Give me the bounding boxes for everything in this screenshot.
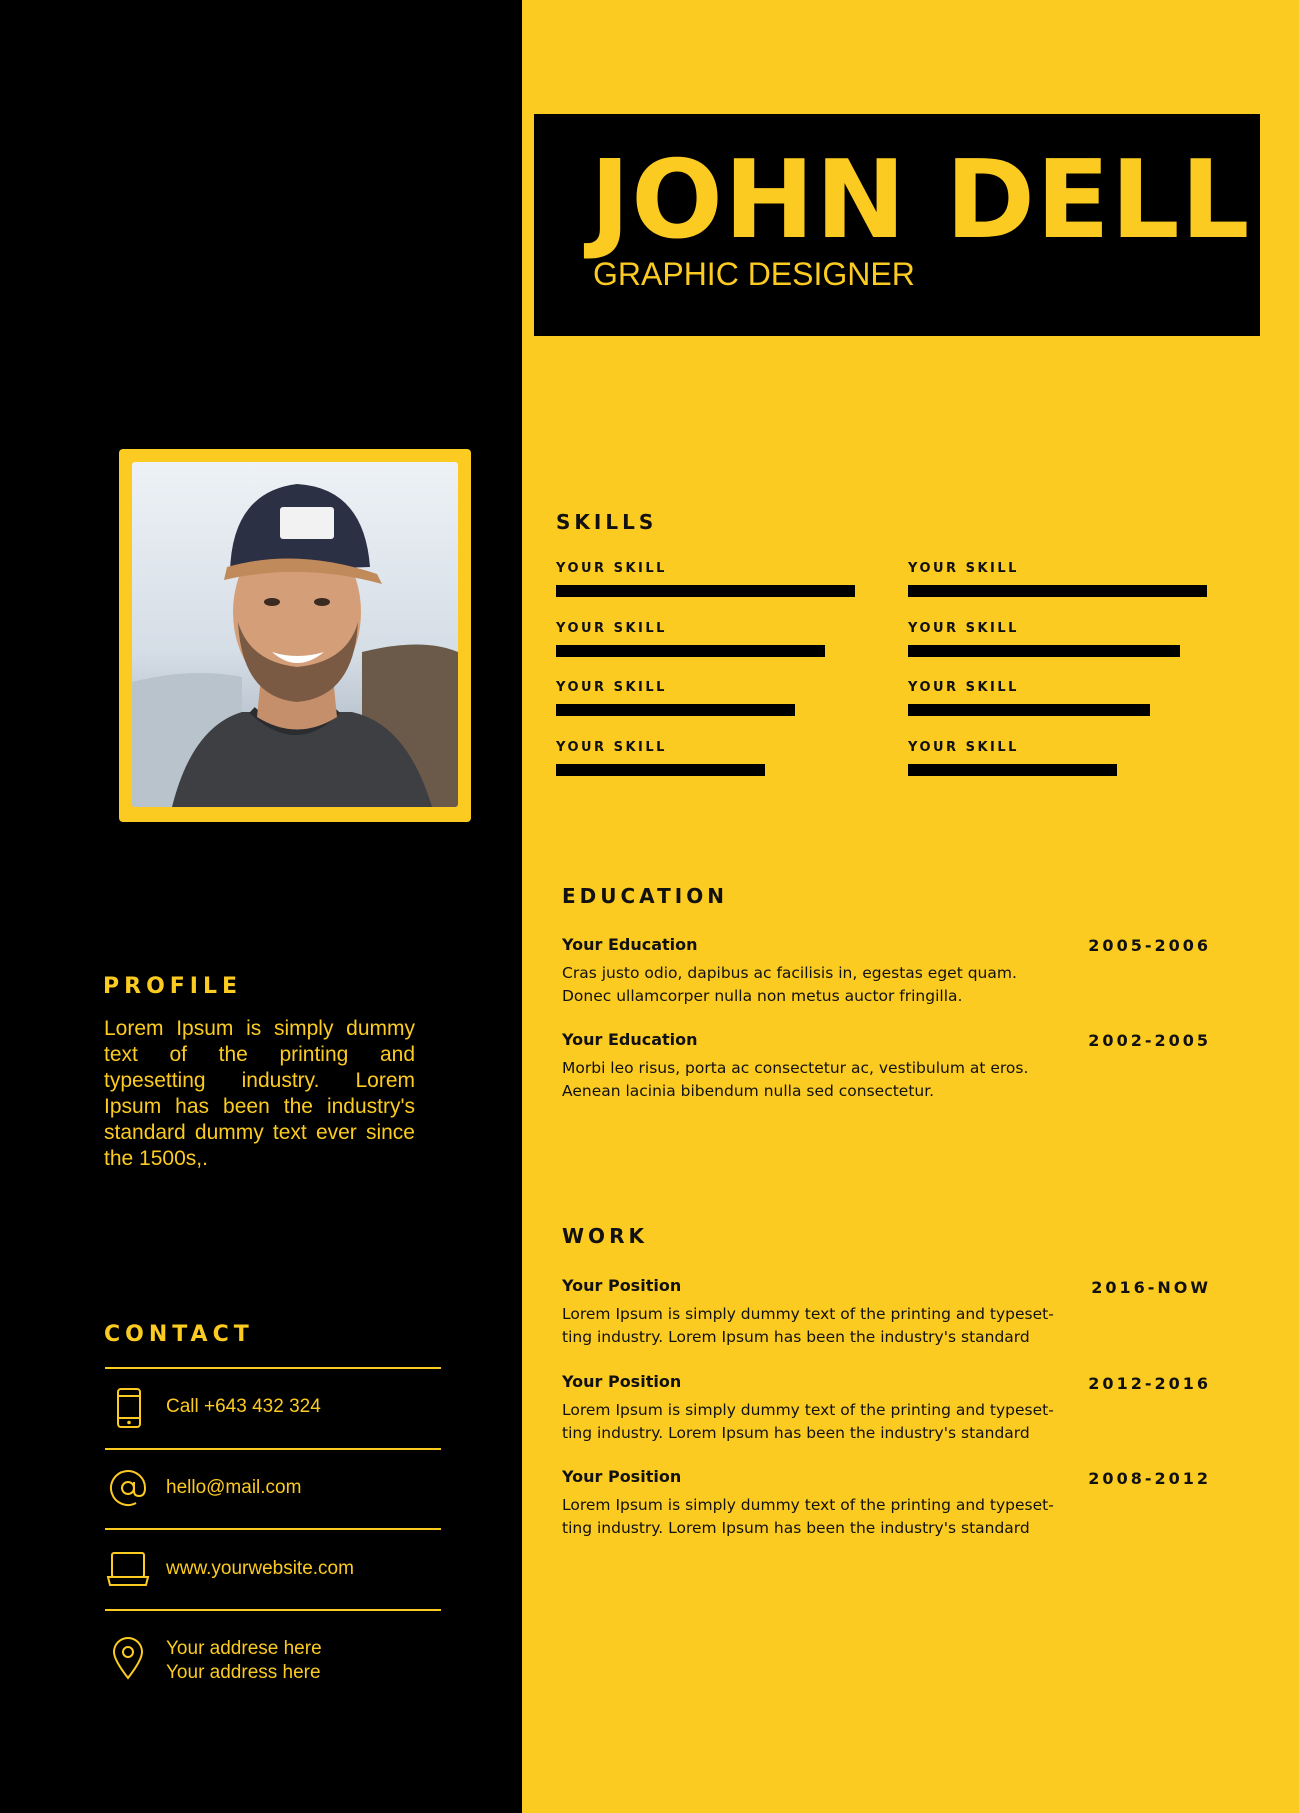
work-date: 2012-2016	[1088, 1374, 1211, 1393]
skill-bar	[556, 645, 825, 657]
work-description	[562, 1303, 1054, 1349]
work-heading: WORK	[562, 1224, 648, 1248]
skill-label: YOUR SKILL	[908, 561, 1019, 576]
education-description	[562, 1057, 1028, 1103]
skills-heading: SKILLS	[556, 510, 658, 534]
skill-label: YOUR SKILL	[556, 621, 667, 636]
work-position: Your Position	[562, 1372, 682, 1391]
work-description	[562, 1399, 1054, 1445]
profile-heading: PROFILE	[103, 974, 243, 999]
divider	[105, 1528, 441, 1530]
profile-text: Lorem Ipsum is simply dummy text of the printing and typesetting industry. Lorem Ipsum has been the industry's standard dummy text ever since the 1500s,.	[104, 1017, 415, 1170]
work-description	[562, 1494, 1054, 1540]
left-column	[0, 0, 522, 1813]
divider	[105, 1448, 441, 1450]
description-line: ting industry. Lorem Ipsum has been the industry's standard	[562, 1328, 1030, 1346]
work-position: Your Position	[562, 1467, 682, 1486]
photo-frame	[119, 449, 471, 822]
work-position: Your Position	[562, 1276, 682, 1295]
description-line: Lorem Ipsum is simply dummy text of the printing and typeset-	[562, 1401, 1054, 1419]
contact-phone[interactable]: Call +643 432 324	[166, 1396, 321, 1417]
description-line: Aenean lacinia bibendum nulla sed consectetur.	[562, 1082, 935, 1100]
description-line: Morbi leo risus, porta ac consectetur ac, vestibulum at eros.	[562, 1059, 1029, 1077]
location-pin-icon	[106, 1636, 150, 1680]
address-line-2: Your address here	[166, 1662, 321, 1683]
education-title: Your Education	[562, 1030, 698, 1049]
description-line: ting industry. Lorem Ipsum has been the industry's standard	[562, 1519, 1030, 1537]
person-name: JOHN DELL	[590, 138, 1251, 263]
job-title: GRAPHIC DESIGNER	[593, 256, 915, 292]
divider	[105, 1609, 441, 1611]
skill-bar	[556, 704, 795, 716]
education-date: 2002-2005	[1088, 1031, 1211, 1050]
description-line: Lorem Ipsum is simply dummy text of the printing and typeset-	[562, 1305, 1054, 1323]
skill-label: YOUR SKILL	[908, 740, 1019, 755]
skill-bar	[556, 585, 855, 597]
skill-label: YOUR SKILL	[908, 680, 1019, 695]
address-line-1: Your addrese here	[166, 1638, 322, 1659]
description-line: Cras justo odio, dapibus ac facilisis in, egestas eget quam.	[562, 964, 1017, 982]
contact-heading: CONTACT	[104, 1322, 254, 1347]
skill-bar	[908, 585, 1207, 597]
skill-label: YOUR SKILL	[556, 561, 667, 576]
header-banner	[534, 114, 1260, 336]
education-title: Your Education	[562, 935, 698, 954]
skill-bar	[908, 764, 1117, 776]
contact-address	[166, 1637, 322, 1685]
work-date: 2008-2012	[1088, 1469, 1211, 1488]
contact-website[interactable]: www.yourwebsite.com	[166, 1558, 354, 1579]
skill-label: YOUR SKILL	[556, 740, 667, 755]
education-heading: EDUCATION	[562, 884, 728, 908]
portrait-photo	[132, 462, 458, 807]
work-date: 2016-NOW	[1091, 1278, 1211, 1297]
education-description	[562, 962, 1017, 1008]
description-line: Lorem Ipsum is simply dummy text of the printing and typeset-	[562, 1496, 1054, 1514]
skill-bar	[556, 764, 765, 776]
laptop-icon	[106, 1547, 150, 1591]
skill-label: YOUR SKILL	[556, 680, 667, 695]
divider	[105, 1367, 441, 1369]
skill-bar	[908, 704, 1150, 716]
contact-email[interactable]: hello@mail.com	[166, 1477, 302, 1498]
description-line: Donec ullamcorper nulla non metus auctor fringilla.	[562, 987, 963, 1005]
skill-bar	[908, 645, 1180, 657]
skill-label: YOUR SKILL	[908, 621, 1019, 636]
phone-icon	[106, 1386, 150, 1430]
at-icon	[106, 1466, 150, 1510]
education-date: 2005-2006	[1088, 936, 1211, 955]
description-line: ting industry. Lorem Ipsum has been the industry's standard	[562, 1424, 1030, 1442]
